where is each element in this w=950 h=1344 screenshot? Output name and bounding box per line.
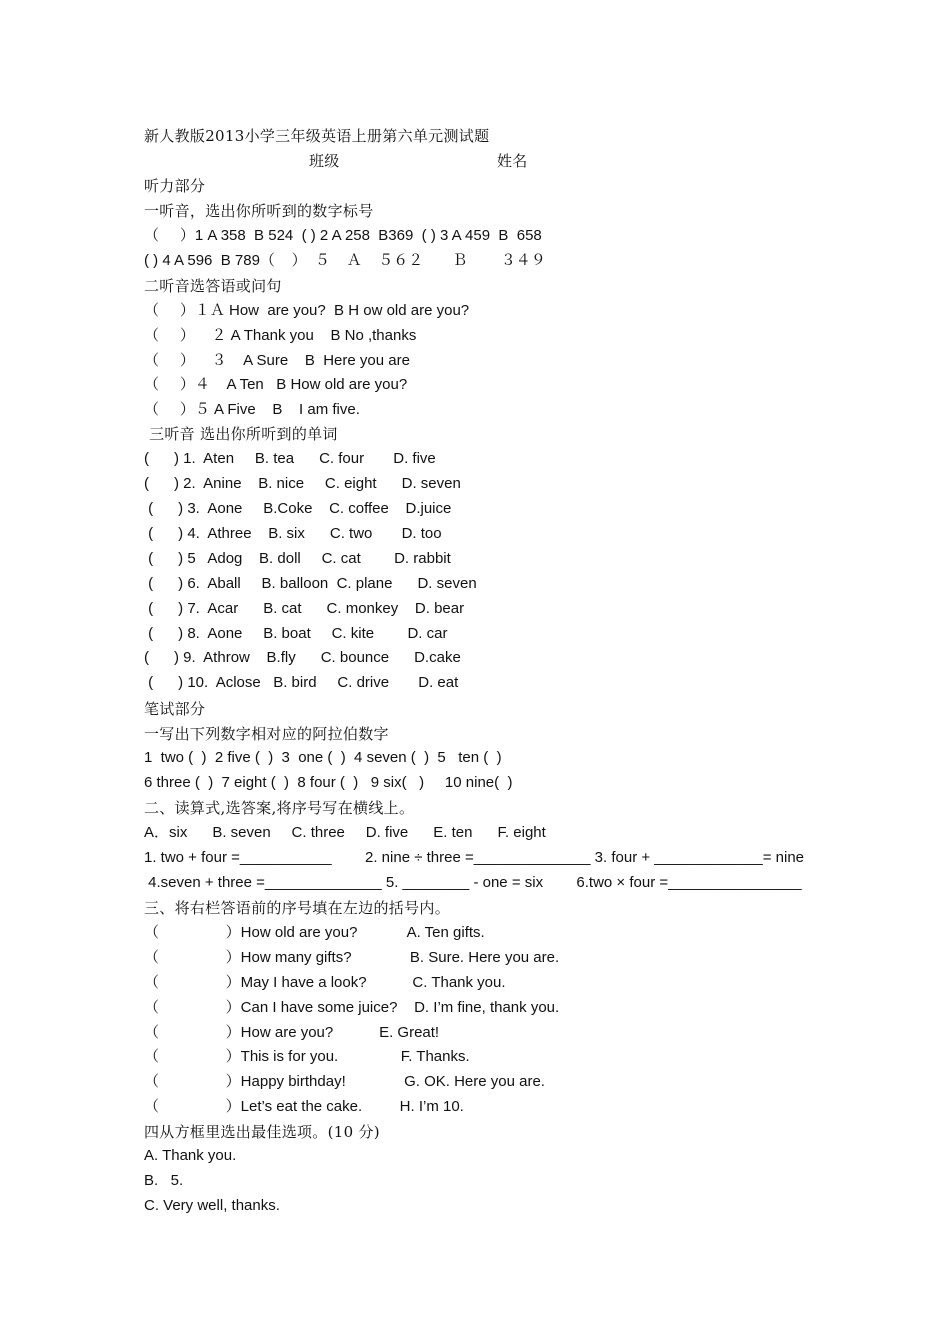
w-part2-options: A．six B. seven C. three D. five E. ten F. eight (144, 824, 546, 841)
part3-line: ( ) 1. Aten B. tea C. four D. five (144, 450, 436, 467)
part2-line: （ ） ３ A Sure B Here you are (144, 352, 410, 369)
w-part4-option: C. Very well, thanks. (144, 1197, 280, 1214)
part3-line: ( ) 4. Athree B. six C. two D. too (144, 525, 442, 542)
part3-line: ( ) 10. Aclose B. bird C. drive D. eat (144, 674, 459, 691)
w-part3-line: （ ）Can I have some juice? D. I’m fine, thank you. (144, 999, 560, 1016)
w-part2-line: 1. two + four =___________ 2. nine ÷ three =______________ 3. four + _____________= nine (144, 849, 805, 866)
part2-heading: 二听音选答语或问句 (144, 277, 282, 295)
part3-line: ( ) 8. Aone B. boat C. kite D. car (144, 625, 448, 642)
w-part3-line: （ ）How many gifts? B. Sure. Here you are. (144, 949, 560, 966)
part3-line: ( ) 6. Aball B. balloon C. plane D. seven (144, 575, 477, 592)
w-part4-heading: 四从方框里选出最佳选项。(10 分) (144, 1123, 380, 1141)
w-part2-line: 4.seven + three =______________ 5. ________ - one = six 6.two × four =________________ (144, 874, 802, 891)
w-part3-line: （ ）May I have a look? C. Thank you. (144, 974, 506, 991)
w-part2-heading: 二、读算式,选答案,将序号写在横线上。 (144, 799, 415, 817)
page-title: 新人教版2013小学三年级英语上册第六单元测试题 (144, 127, 490, 145)
part3-line: ( ) 7. Acar B. cat C. monkey D. bear (144, 600, 465, 617)
part3-line: ( ) 2. Anine B. nice C. eight D. seven (144, 475, 461, 492)
part1-line: （ ）1 A 358 B 524 ( ) 2 A 258 B369 ( ) 3 A 459 B 658 (144, 227, 542, 244)
w-part1-line: 1 two ( ) 2 five ( ) 3 one ( ) 4 seven ( ) 5 ten ( ) (144, 749, 502, 766)
part1-heading: 一听音，选出你所听到的数字标号 (144, 202, 374, 220)
w-part1-heading: 一写出下列数字相对应的阿拉伯数字 (144, 725, 389, 743)
w-part3-line: （ ）How old are you? A. Ten gifts. (144, 924, 485, 941)
w-part3-line: （ ）This is for you. F. Thanks. (144, 1048, 470, 1065)
part1-line: ( ) 4 A 596 B 789（ ） ５ Ａ ５６２ Ｂ ３４９ (144, 252, 546, 269)
written-section-heading: 笔试部分 (144, 700, 206, 718)
part2-line: （ ）４ A Ten B How old are you? (144, 376, 408, 393)
part2-line: （ ）５ A Five B I am five. (144, 401, 360, 418)
name-label: 姓名 (497, 152, 528, 170)
part2-line: （ ） ２ A Thank you B No ,thanks (144, 327, 417, 344)
w-part1-line: 6 three ( ) 7 eight ( ) 8 four ( ) 9 six( ) 10 nine( ) (144, 774, 513, 791)
part3-line: ( ) 9. Athrow B.fly C. bounce D.cake (144, 649, 461, 666)
class-label: 班级 (309, 152, 340, 170)
part2-line: （ ）１Ａ How are you? B H ow old are you? (144, 302, 470, 319)
w-part3-heading: 三、将右栏答语前的序号填在左边的括号内。 (144, 899, 451, 917)
part3-line: ( ) 3. Aone B.Coke C. coffee D.juice (144, 500, 452, 517)
w-part4-option: A. Thank you. (144, 1147, 237, 1164)
listening-section-heading: 听力部分 (144, 177, 206, 195)
part3-heading: 三听音 选出你所听到的单词 (144, 425, 338, 443)
w-part3-line: （ ）Let’s eat the cake. H. I’m 10. (144, 1098, 464, 1115)
part3-line: ( ) 5 Adog B. doll C. cat D. rabbit (144, 550, 451, 567)
w-part3-line: （ ）How are you? E. Great! (144, 1024, 440, 1041)
w-part4-option: B. 5. (144, 1172, 184, 1189)
w-part3-line: （ ）Happy birthday! G. OK. Here you are. (144, 1073, 545, 1090)
